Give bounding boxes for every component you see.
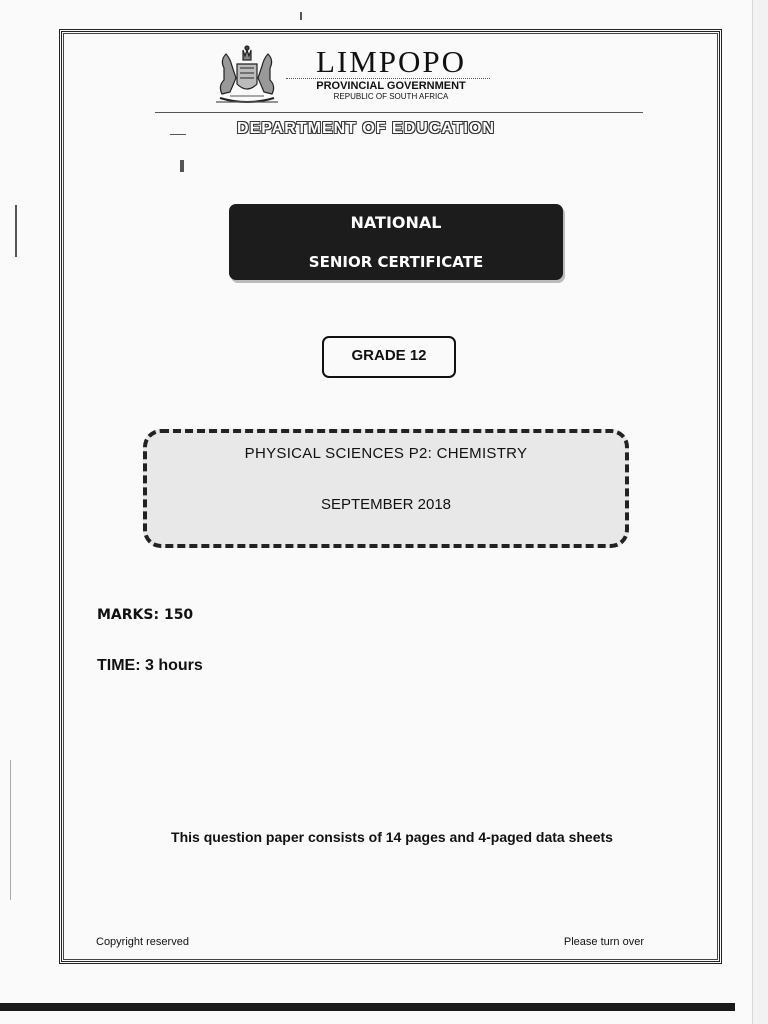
grade-label: GRADE 12 [322, 336, 456, 378]
coat-of-arms-icon [210, 42, 284, 108]
scan-edge [752, 0, 768, 1024]
scan-mark [15, 205, 17, 257]
footer-turn-over: Please turn over [563, 936, 644, 948]
pages-note: This question paper consists of 14 pages and 4-paged data sheets [171, 829, 613, 845]
exam-date: SEPTEMBER 2018 [320, 496, 452, 513]
marks-label: MARKS: 150 [97, 607, 194, 623]
time-label: TIME: 3 hours [97, 657, 203, 674]
logo-subtitle: PROVINCIAL GOVERNMENT [316, 80, 466, 92]
logo-country: REPUBLIC OF SOUTH AFRICA [333, 92, 449, 101]
scan-speck [170, 134, 186, 135]
scan-speck [300, 12, 302, 20]
logo-divider [286, 78, 490, 79]
certificate-line-senior: SENIOR CERTIFICATE [308, 253, 484, 271]
logo-title: LIMPOPO [315, 44, 467, 79]
scan-mark [10, 760, 11, 900]
certificate-line-national: NATIONAL [350, 213, 442, 232]
department-title: DEPARTMENT OF EDUCATION [237, 120, 495, 137]
scan-bottom-bar [0, 1003, 735, 1011]
header-divider [155, 112, 643, 113]
subject-title: PHYSICAL SCIENCES P2: CHEMISTRY [244, 445, 528, 462]
scan-speck [180, 160, 184, 172]
footer-copyright: Copyright reserved [96, 936, 189, 948]
